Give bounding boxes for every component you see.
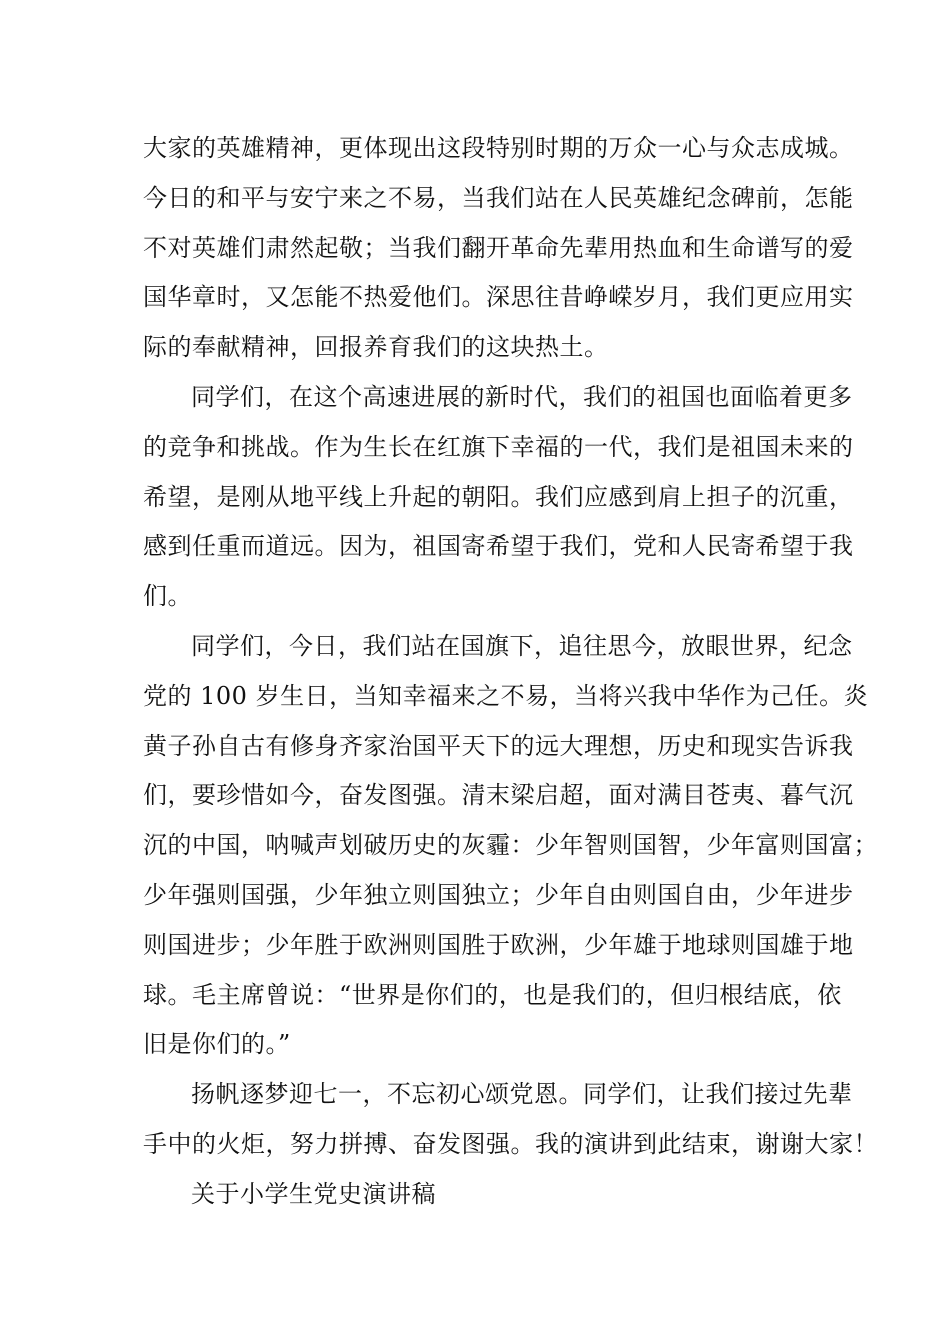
text-line: 们。	[143, 582, 192, 611]
text-line: 球。毛主席曾说：“世界是你们的，也是我们的，但归根结底，依	[143, 980, 842, 1009]
text-line: 感到任重而道远。因为，祖国寄希望于我们，党和人民寄希望于我	[143, 532, 854, 561]
text-line: 不对英雄们肃然起敬；当我们翻开革命先辈用热血和生命谱写的爱	[143, 233, 854, 262]
paragraph-start-line: 同学们，今日，我们站在国旗下，追往思今，放眼世界，纪念	[191, 631, 853, 660]
paragraph-start-line: 扬帆逐梦迎七一，不忘初心颂党恩。同学们，让我们接过先辈	[191, 1080, 853, 1109]
text-line: 际的奉献精神，回报养育我们的这块热土。	[143, 333, 609, 362]
section-title: 关于小学生党史演讲稿	[191, 1179, 436, 1208]
text-line: 党的 100 岁生日，当知幸福来之不易，当将兴我中华作为己任。炎	[143, 681, 869, 710]
text-line: 手中的火炬，努力拼搏、奋发图强。我的演讲到此结束，谢谢大家！	[143, 1129, 878, 1158]
document-body	[143, 124, 878, 1220]
text-line: 国华章时，又怎能不热爱他们。深思往昔峥嵘岁月，我们更应用实	[143, 283, 854, 312]
text-line: 沉的中国，呐喊声划破历史的灰霾：少年智则国智，少年富则国富；	[143, 831, 878, 860]
text-line: 们，要珍惜如今，奋发图强。清末梁启超，面对满目苍夷、暮气沉	[143, 781, 854, 810]
text-line: 旧是你们的。”	[143, 1030, 291, 1059]
text-line: 黄子孙自古有修身齐家治国平天下的远大理想，历史和现实告诉我	[143, 731, 854, 760]
text-line: 少年强则国强，少年独立则国独立；少年自由则国自由，少年进步	[143, 880, 854, 909]
text-line: 希望，是刚从地平线上升起的朝阳。我们应感到肩上担子的沉重，	[143, 482, 854, 511]
text-line: 今日的和平与安宁来之不易，当我们站在人民英雄纪念碑前，怎能	[143, 183, 854, 212]
text-line: 则国进步；少年胜于欧洲则国胜于欧洲，少年雄于地球则国雄于地	[143, 930, 854, 959]
paragraph-start-line: 同学们，在这个高速进展的新时代，我们的祖国也面临着更多	[191, 382, 853, 411]
text-line: 的竞争和挑战。作为生长在红旗下幸福的一代，我们是祖国未来的	[143, 432, 854, 461]
text-line: 大家的英雄精神，更体现出这段特别时期的万众一心与众志成城。	[143, 134, 854, 162]
